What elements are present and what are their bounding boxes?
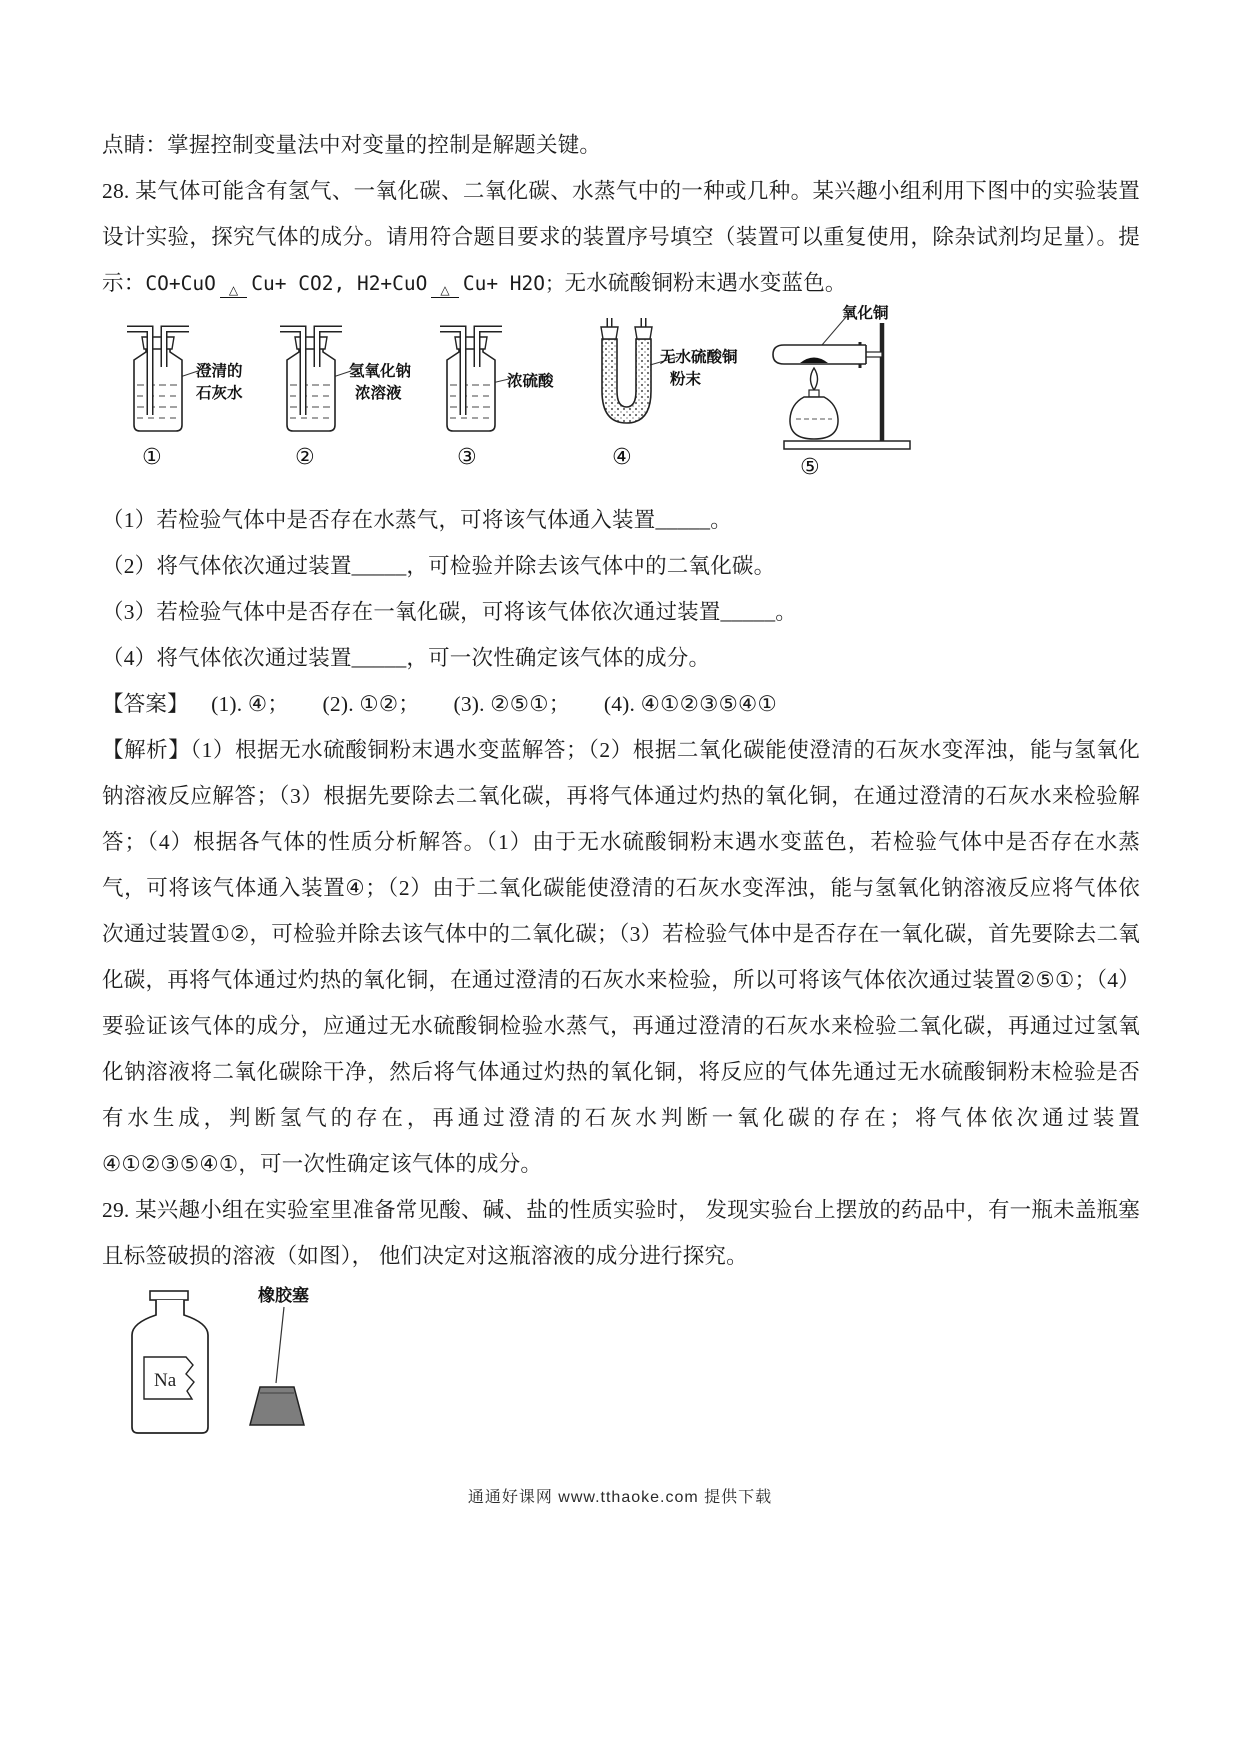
apparatus-4-u-tube <box>574 317 738 470</box>
tip-note: 点睛：掌握控制变量法中对变量的控制是解题关键。 <box>102 133 602 157</box>
wick-collar <box>809 390 819 397</box>
q28-sub-question-2: （2）将气体依次通过装置_____，可检验并除去该气体中的二氧化碳。 <box>102 554 776 578</box>
q28-stem-text-1: 28. 某气体可能含有氢气、一氧化碳、二氧化碳、水蒸气中的一种或几种。某兴趣小组利用下图中的实验装置设计实验，探究气体的成分。请用符合题目要求的装置序号填空（装置可以重复使用，除杂试剂均足量）。提示： <box>102 179 1140 295</box>
apparatus-5-heating-setup <box>754 305 924 480</box>
apparatus-2-number: ② <box>295 445 315 470</box>
q28-sub-question-1: （1）若检验气体中是否存在水蒸气，可将该气体通入装置_____。 <box>102 508 732 532</box>
q28-answer-line: 【答案】 (1). ④； (2). ①②； (3). ②⑤①； (4). ④①②③⑤④① <box>102 692 777 716</box>
apparatus-3-number: ③ <box>457 445 477 470</box>
left-stopper <box>601 327 618 339</box>
heating-arrow-1 <box>220 284 247 298</box>
question-28-stem <box>102 168 1140 307</box>
alcohol-lamp-body <box>790 397 838 439</box>
q28-stem-text-2: 无水硫酸铜粉末遇水变蓝色。 <box>564 271 847 295</box>
bottle-label-text: Na <box>154 1370 177 1391</box>
u-tube-illustration <box>574 317 734 441</box>
apparatus-figure <box>102 305 1140 495</box>
stopper-label: 橡胶塞 <box>258 1286 309 1305</box>
heating-arrow-2 <box>431 284 458 298</box>
apparatus-4-label-line1: 无水硫酸铜 <box>660 349 738 366</box>
apparatus-3-gas-washing-bottle <box>425 317 575 470</box>
apparatus-1-label-line1: 澄清的 <box>196 363 243 380</box>
q28-sub-question-4: （4）将气体依次通过装置_____，可一次性确定该气体的成分。 <box>102 646 711 670</box>
q28-equation-3: Cu+ H2O； <box>462 272 565 295</box>
q28-analysis: 【解析】（1）根据无水硫酸铜粉末遇水变蓝解答；（2）根据二氧化碳能使澄清的石灰水变浑浊，能与氢氧化钠溶液反应解答；（3）根据先要除去二氧化碳，再将气体通过灼热的氧化铜，在通过澄清的石灰水来检验解答；（4）根据各气体的性质分析解答。（1）由于无水硫酸铜粉末遇水变蓝色，若检验气体中是否存在水蒸气，可将该气体通入装置④；（2）由于二氧化碳能使澄清的石灰水变浑浊，能与氢氧化钠溶液反应将气体依次通过装置①②，可检验并除去该气体中的二氧化碳；（3）若检验气体中是否存在一氧化碳，首先要除去二氧化碳，再将气体通过灼热的氧化铜，在通过澄清的石灰水来检验，所以可将该气体依次通过装置②⑤①；（4）要验证该气体的成分，应通过无水硫酸铜检验水蒸气，再通过澄清的石灰水来检验二氧化碳，再通过过氢氧化钠溶液将二氧化碳除干净，然后将气体通过灼热的氧化铜，将反应的气体先通过无水硫酸铜粉末检验是否有水生成，判断氢气的存在，再通过澄清的石灰水判断一氧化碳的存在；将气体依次通过装置 ④①②③⑤④①，可一次性确定该气体的成分。 <box>102 738 1140 1176</box>
apparatus-4-label-line2: 粉末 <box>670 371 702 388</box>
apparatus-1-label-line2: 石灰水 <box>196 385 243 402</box>
stopper-leader-line <box>276 1307 284 1383</box>
q28-equation-1: CO+CuO <box>145 272 216 295</box>
apparatus-2-label-line1: 氢氧化钠 <box>349 363 412 380</box>
apparatus-4-number: ④ <box>612 445 632 470</box>
reagent-bottle-illustration <box>108 1285 348 1443</box>
right-stopper <box>635 327 652 339</box>
apparatus-2-label-line2: 浓溶液 <box>355 385 402 402</box>
apparatus-2-gas-washing-bottle <box>265 317 415 470</box>
bottle-rim <box>150 1291 188 1300</box>
q28-equation-2: Cu+ CO2, H2+CuO <box>251 272 428 295</box>
apparatus-1-gas-washing-bottle <box>112 317 262 470</box>
delta-symbol-2: △ <box>440 283 450 297</box>
u-tube-body-with-granules <box>602 339 651 423</box>
heating-setup-illustration <box>754 305 924 457</box>
apparatus-3-label-line1: 浓硫酸 <box>507 373 554 390</box>
q28-sub-question-3: （3）若检验气体中是否存在一氧化碳，可将该气体依次通过装置_____。 <box>102 600 798 624</box>
stand-base <box>784 441 910 449</box>
apparatus-1-number: ① <box>142 445 162 470</box>
page-footer: 通通好课网 www.tthaoke.com 提供下载 <box>467 1489 773 1506</box>
apparatus-5-number: ⑤ <box>800 455 820 480</box>
question-29-stem: 29. 某兴趣小组在实验室里准备常见酸、碱、盐的性质实验时， 发现实验台上摆放的药品中，有一瓶未盖瓶塞且标签破损的溶液（如图）， 他们决定对这瓶溶液的成分进行探究。 <box>102 1198 1140 1268</box>
flame <box>811 368 818 390</box>
delta-symbol-1: △ <box>228 283 239 297</box>
q29-figure <box>108 1285 1140 1455</box>
apparatus-5-label-line1: 氧化铜 <box>842 305 889 322</box>
